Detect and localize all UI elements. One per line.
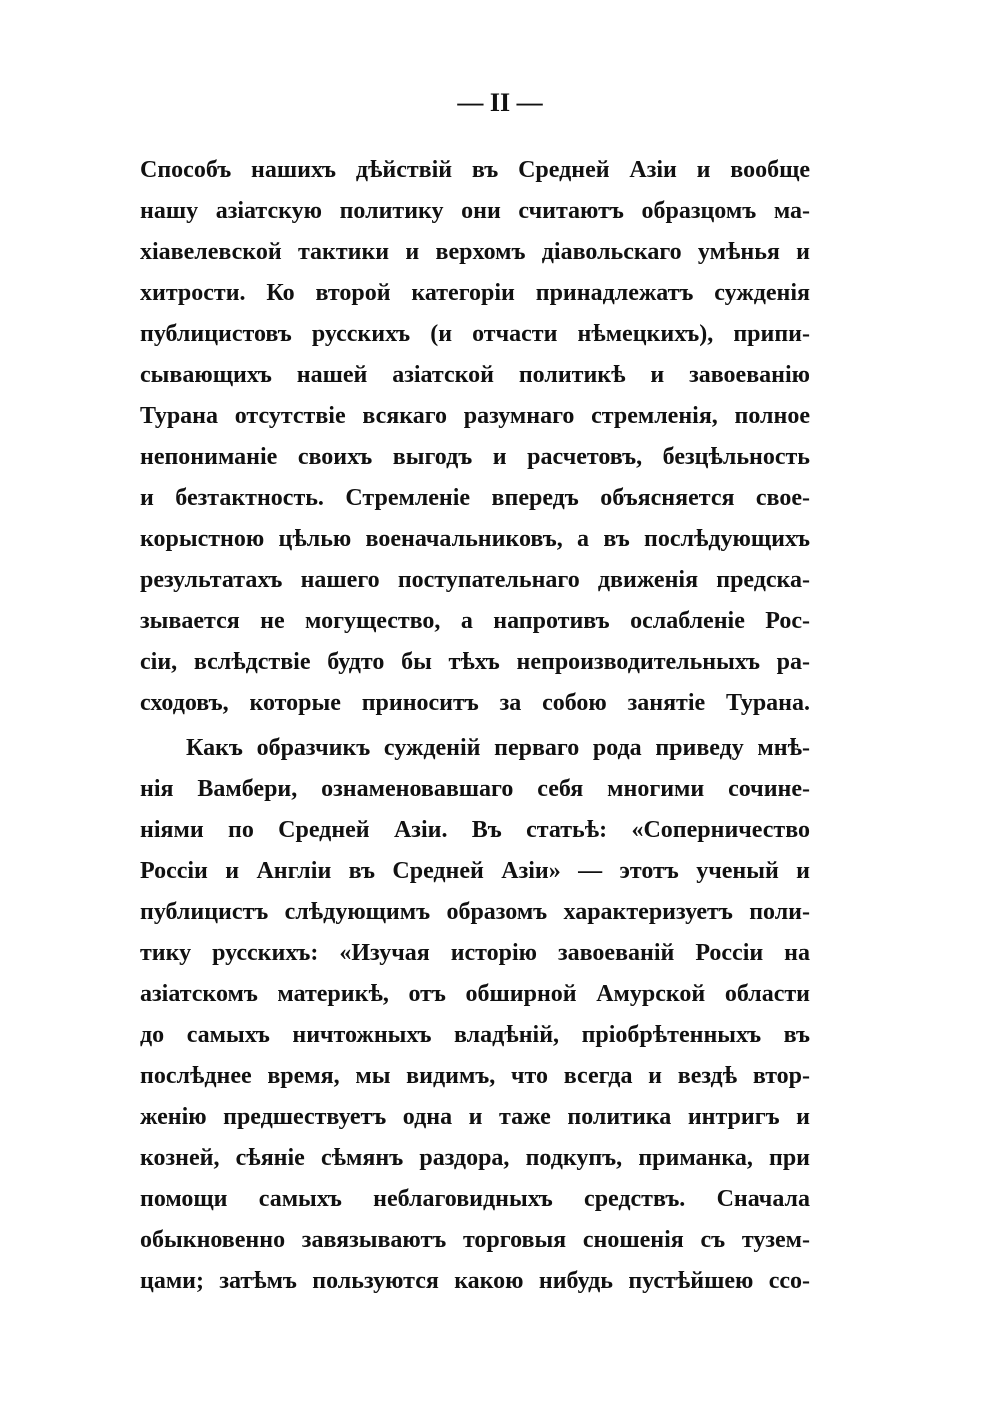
text-line: Россіи и Англіи въ Средней Азіи» — этотъ ученый и: [140, 858, 810, 884]
text-line: азіатскомъ материкѣ, отъ обширной Амурской области: [140, 981, 810, 1007]
text-line: сывающихъ нашей азіатской политикѣ и завоеванію: [140, 362, 810, 388]
text-line: козней, сѣяніе сѣмянъ раздора, подкупъ, приманка, при: [140, 1145, 810, 1171]
text-line: хитрости. Ко второй категоріи принадлежатъ сужденія: [140, 280, 810, 306]
text-line: сіи, вслѣдствіе будто бы тѣхъ непроизводительныхъ ра-: [140, 649, 810, 675]
text-line: непониманіе своихъ выгодъ и расчетовъ, безцѣльность: [140, 444, 810, 470]
paragraph-2: [140, 728, 810, 1302]
text-line: Способъ нашихъ дѣйствій въ Средней Азіи и вообще: [140, 157, 810, 183]
text-line: сходовъ, которые приноситъ за собою занятіе Турана.: [140, 690, 810, 716]
text-line: нія Вамбери, ознаменовавшаго себя многими сочине-: [140, 776, 810, 802]
text-line: до самыхъ ничтожныхъ владѣній, пріобрѣтенныхъ въ: [140, 1022, 810, 1048]
text-line: Турана отсутствіе всякаго разумнаго стремленія, полное: [140, 403, 810, 429]
text-line: зывается не могущество, а напротивъ ослабленіе Рос-: [140, 608, 810, 634]
text-line: обыкновенно завязываютъ торговыя сношенія съ тузем-: [140, 1227, 810, 1253]
text-line: корыстною цѣлью военачальниковъ, а въ послѣдующихъ: [140, 526, 810, 552]
text-line: тику русскихъ: «Изучая исторію завоеваній Россіи на: [140, 940, 810, 966]
paragraph-1: [140, 150, 810, 724]
text-line: послѣднее время, мы видимъ, что всегда и вездѣ втор-: [140, 1063, 810, 1089]
text-line: хіавелевской тактики и верхомъ діавольскаго умѣнья и: [140, 239, 810, 265]
text-line: результатахъ нашего поступательнаго движенія предска-: [140, 567, 810, 593]
text-line: Какъ образчикъ сужденій перваго рода приведу мнѣ-: [186, 735, 810, 761]
text-line: и безтактность. Стремленіе впередъ объясняется свое-: [140, 485, 810, 511]
text-line: нашу азіатскую политику они считаютъ образцомъ ма-: [140, 198, 810, 224]
page-number: — II —: [457, 88, 543, 117]
text-line: публицистовъ русскихъ (и отчасти нѣмецкихъ), припи-: [140, 321, 810, 347]
text-line: ніями по Средней Азіи. Въ статьѣ: «Соперничество: [140, 817, 810, 843]
text-line: помощи самыхъ неблаговидныхъ средствъ. Сначала: [140, 1186, 810, 1212]
text-line: женію предшествуетъ одна и таже политика интригъ и: [140, 1104, 810, 1130]
text-line: публицистъ слѣдующимъ образомъ характеризуетъ поли-: [140, 899, 810, 925]
text-line: цами; затѣмъ пользуются какою нибудь пустѣйшею ссо-: [140, 1268, 810, 1294]
page-body: [140, 150, 810, 1302]
